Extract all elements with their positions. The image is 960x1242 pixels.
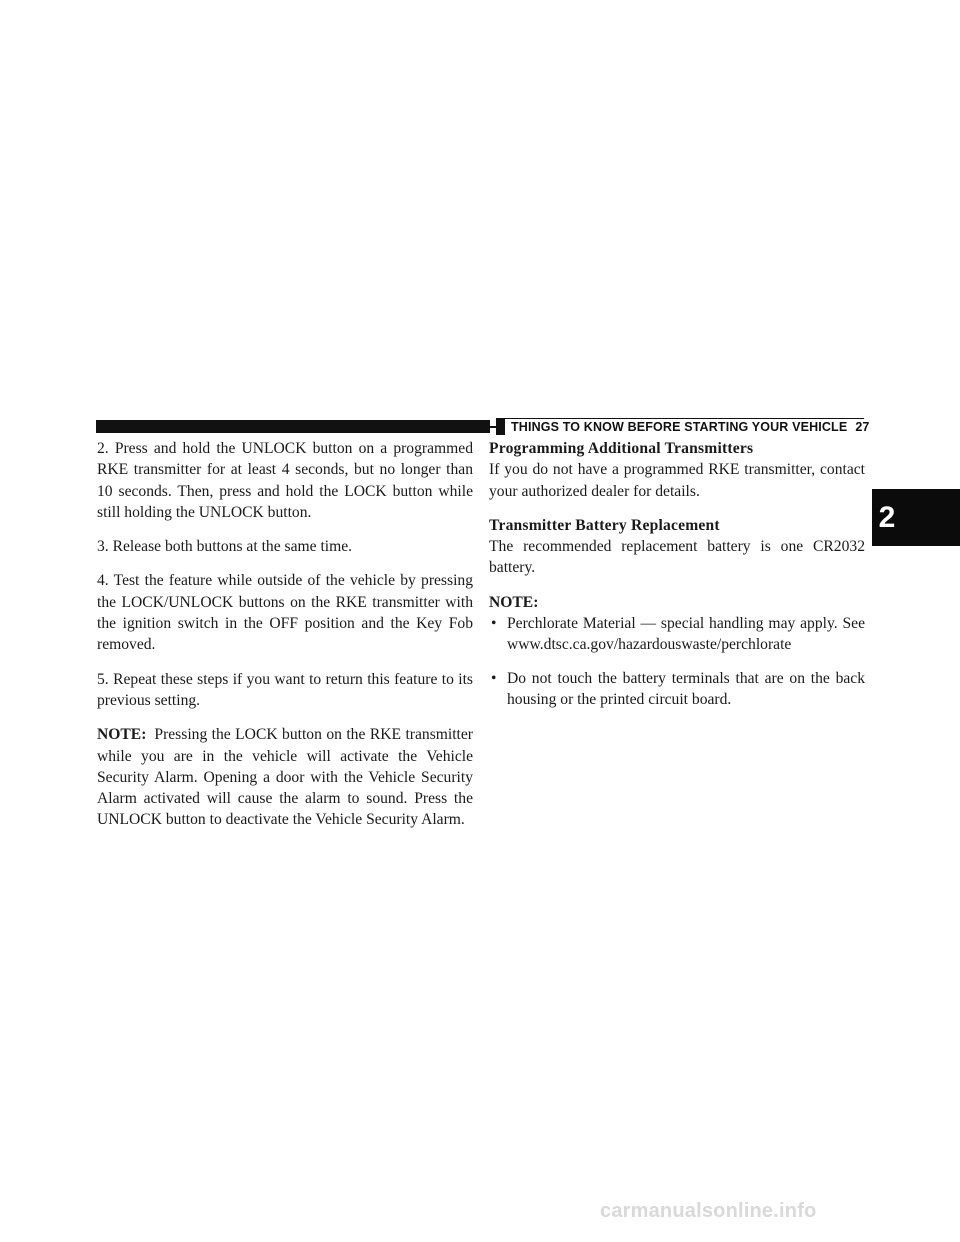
- footer-watermark: carmanualsonline.info: [600, 1200, 817, 1222]
- note-bullet-list: [489, 613, 865, 710]
- right-column: [489, 438, 865, 722]
- section-heading-programming: Programming Additional Transmitters: [489, 440, 754, 457]
- page-number: 27: [855, 420, 870, 434]
- step-2: 2. Press and hold the UNLOCK button on a programmed RKE transmitter for at least 4 seconds, but no longer than 10 seconds. Then, press and hold the LOCK button while still holding the UNLOCK button.: [97, 440, 473, 521]
- section-title: THINGS TO KNOW BEFORE STARTING YOUR VEHICLE: [511, 420, 848, 434]
- chapter-number: 2: [878, 501, 896, 534]
- note-text: Pressing the LOCK button on the RKE transmitter while you are in the vehicle will activate the Vehicle Security Alarm. Opening a door with the Vehicle Security Alarm activated will cause the alarm to sound. Press the UNLOCK button to deactivate the Vehicle Security Alarm.: [97, 726, 473, 829]
- step-5: 5. Repeat these steps if you want to return this feature to its previous setting.: [97, 670, 473, 709]
- list-item: [489, 668, 865, 711]
- note-label: NOTE:: [97, 726, 147, 744]
- bullet-text: Do not touch the battery terminals that are on the back housing or the printed circuit board.: [507, 669, 865, 708]
- section-heading-battery: Transmitter Battery Replacement: [489, 516, 720, 534]
- step-4: 4. Test the feature while outside of the vehicle by pressing the LOCK/UNLOCK buttons on the RKE transmitter with the ignition switch in the OFF position and the Key Fob removed.: [97, 572, 473, 654]
- section-text-programming: If you do not have a programmed RKE transmitter, contact your authorized dealer for details.: [489, 461, 865, 500]
- section-text-battery: The recommended replacement battery is one CR2032 battery.: [489, 538, 865, 577]
- header-rule-left: [96, 420, 490, 433]
- chapter-tab: [872, 489, 960, 546]
- bullet-icon: •: [491, 615, 497, 633]
- note-paragraph: [97, 724, 473, 830]
- left-column: [97, 438, 473, 831]
- note-label-right: NOTE:: [489, 593, 539, 611]
- running-header: [505, 419, 876, 435]
- bullet-icon: •: [491, 669, 497, 687]
- list-item: [489, 613, 865, 656]
- bullet-text: Perchlorate Material — special handling may apply. See www.dtsc.ca.gov/hazardouswaste/perchlorate: [507, 615, 865, 654]
- step-3: 3. Release both buttons at the same time.: [97, 538, 353, 556]
